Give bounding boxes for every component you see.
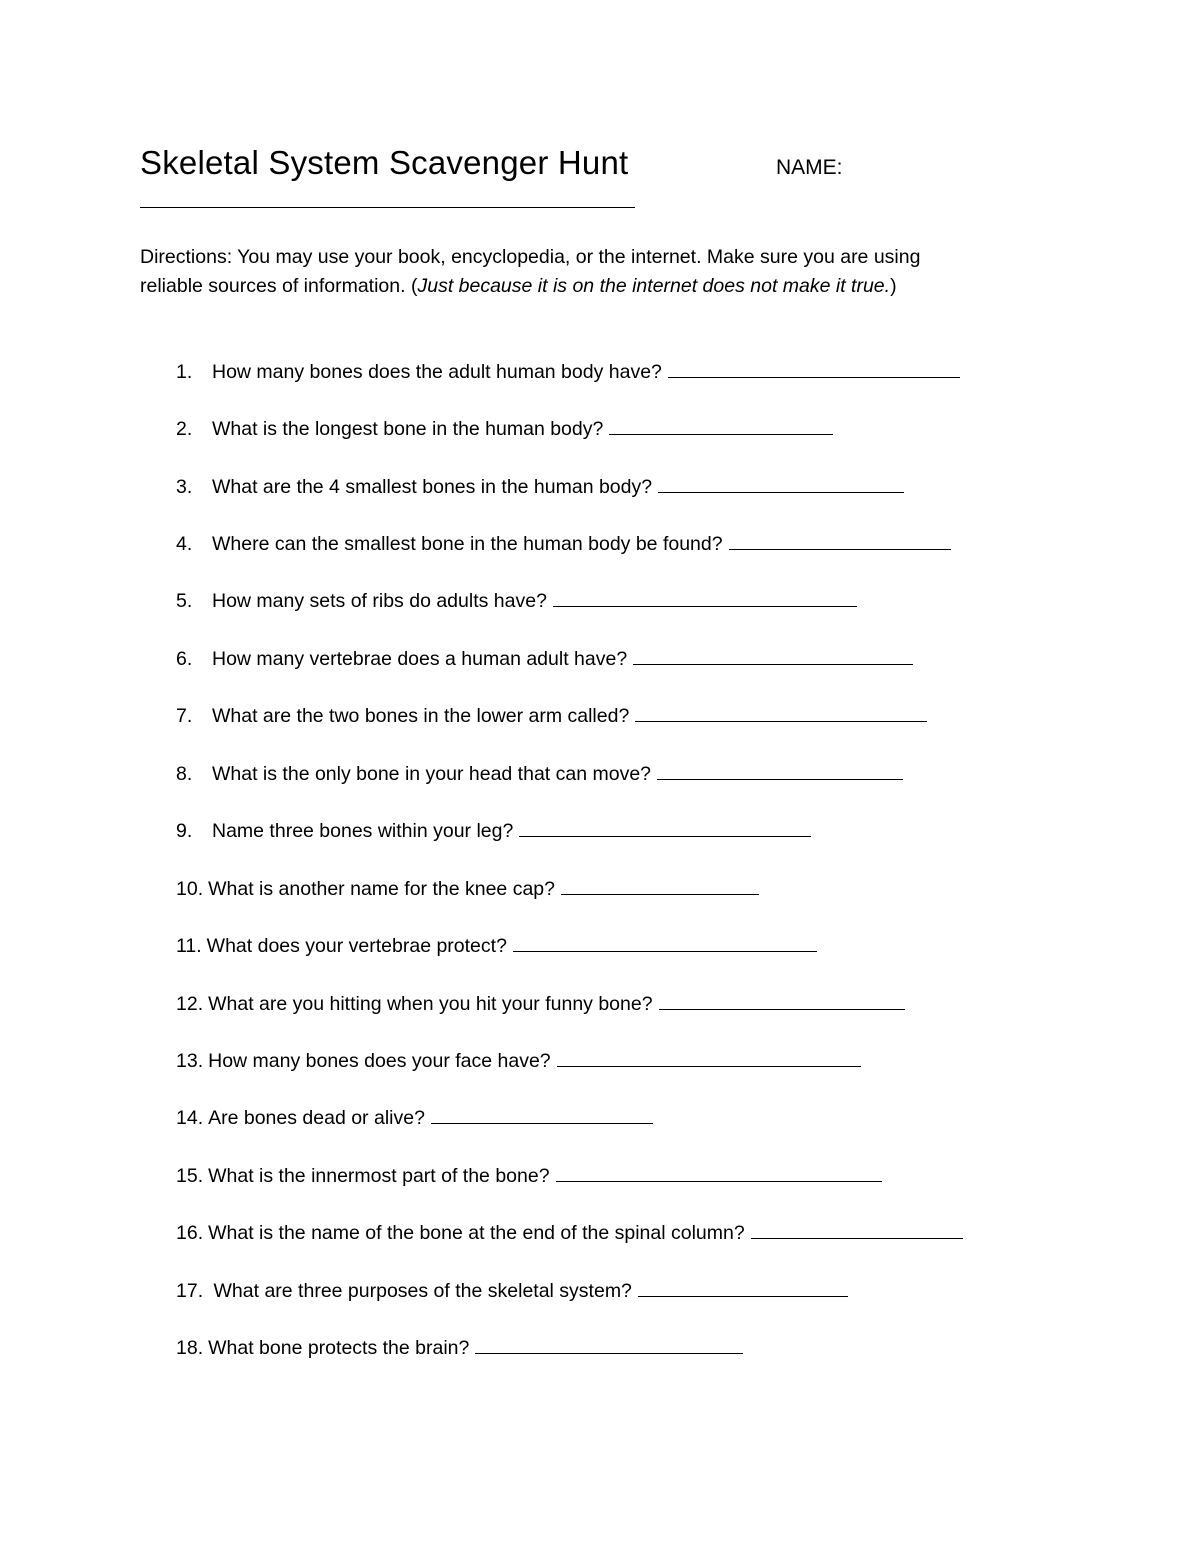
question-item: [176, 1218, 963, 1248]
question-number: 3.: [176, 476, 193, 498]
question-text: How many sets of ribs do adults have?: [212, 590, 547, 612]
page-title: Skeletal System Scavenger Hunt: [140, 144, 629, 181]
question-item: [176, 1103, 653, 1133]
answer-blank[interactable]: [635, 701, 927, 722]
question-number: 1.: [176, 361, 193, 383]
directions-line-2-prefix: reliable sources of information. (: [140, 275, 418, 297]
directions-line-1: Directions: You may use your book, encyclopedia, or the internet. Make sure you are using: [140, 246, 921, 268]
question-text: What bone protects the brain?: [208, 1337, 470, 1359]
question-number: 7.: [176, 705, 193, 727]
question-number: 2.: [176, 418, 193, 440]
answer-blank[interactable]: [557, 1046, 861, 1067]
question-item: [176, 1046, 861, 1076]
question-item: [176, 357, 960, 387]
answer-blank[interactable]: [657, 759, 903, 780]
question-item: [176, 701, 927, 731]
name-label: NAME:: [776, 156, 843, 179]
question-item: [176, 1161, 882, 1191]
question-number: 5.: [176, 590, 193, 612]
question-text: What are you hitting when you hit your funny bone?: [208, 993, 653, 1015]
question-item: [176, 931, 817, 961]
answer-blank[interactable]: [561, 874, 759, 895]
directions-line-2-suffix: ): [890, 275, 897, 297]
directions: [140, 243, 1040, 301]
answer-blank[interactable]: [659, 989, 905, 1010]
question-number: 14.: [176, 1107, 204, 1129]
name-answer-line: [140, 207, 635, 208]
question-number: 12.: [176, 993, 204, 1015]
question-item: [176, 414, 833, 444]
question-text: What does your vertebrae protect?: [206, 935, 507, 957]
question-number: 10.: [176, 878, 204, 900]
question-text: How many bones does the adult human body have?: [212, 361, 662, 383]
question-item: [176, 816, 811, 846]
question-item: [176, 1276, 848, 1306]
answer-blank[interactable]: [658, 472, 904, 493]
question-text: What is the only bone in your head that can move?: [212, 763, 652, 785]
question-number: 18.: [176, 1337, 204, 1359]
question-item: [176, 586, 857, 616]
question-number: 13.: [176, 1050, 204, 1072]
question-item: [176, 472, 904, 502]
question-text: Where can the smallest bone in the human body be found?: [212, 533, 723, 555]
answer-blank[interactable]: [553, 586, 857, 607]
question-item: [176, 874, 759, 904]
answer-blank[interactable]: [475, 1333, 743, 1354]
directions-line-2: [140, 272, 1040, 301]
question-text: Name three bones within your leg?: [212, 820, 514, 842]
answer-blank[interactable]: [668, 357, 960, 378]
question-item: [176, 759, 903, 789]
question-number: 11.: [176, 935, 202, 957]
question-number: 8.: [176, 763, 193, 785]
question-number: 16.: [176, 1222, 204, 1244]
question-text: What are the 4 smallest bones in the human body?: [212, 476, 653, 498]
question-item: [176, 989, 905, 1019]
question-item: [176, 644, 913, 674]
question-number: 15.: [176, 1165, 204, 1187]
answer-blank[interactable]: [751, 1218, 963, 1239]
question-number: 4.: [176, 533, 193, 555]
question-text: How many bones does your face have?: [208, 1050, 551, 1072]
question-text: What is another name for the knee cap?: [208, 878, 555, 900]
answer-blank[interactable]: [556, 1161, 882, 1182]
question-text: What are the two bones in the lower arm called?: [212, 705, 630, 727]
question-text: How many vertebrae does a human adult have?: [212, 648, 628, 670]
question-text: What is the longest bone in the human body?: [212, 418, 604, 440]
answer-blank[interactable]: [431, 1103, 653, 1124]
answer-blank[interactable]: [513, 931, 817, 952]
question-number: 9.: [176, 820, 193, 842]
answer-blank[interactable]: [638, 1276, 848, 1297]
question-number: 17.: [176, 1280, 204, 1302]
question-text: What is the innermost part of the bone?: [208, 1165, 550, 1187]
directions-italic-note: Just because it is on the internet does not make it true.: [417, 275, 891, 297]
question-item: [176, 1333, 743, 1363]
question-text: Are bones dead or alive?: [208, 1107, 425, 1129]
question-text: What are three purposes of the skeletal system?: [208, 1280, 632, 1302]
question-item: [176, 529, 951, 559]
question-number: 6.: [176, 648, 193, 670]
answer-blank[interactable]: [519, 816, 811, 837]
answer-blank[interactable]: [729, 529, 951, 550]
answer-blank[interactable]: [633, 644, 913, 665]
answer-blank[interactable]: [609, 414, 833, 435]
question-text: What is the name of the bone at the end of the spinal column?: [208, 1222, 745, 1244]
